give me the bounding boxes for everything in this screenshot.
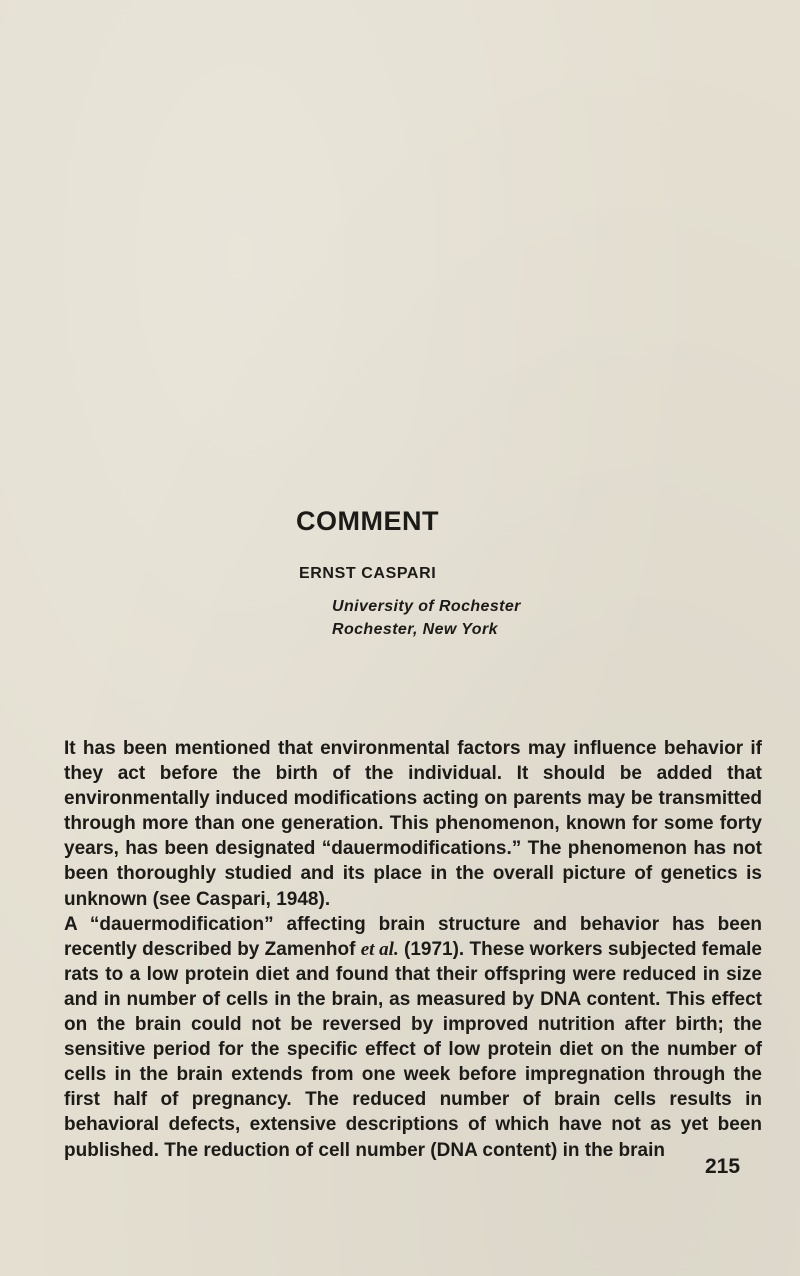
page-number: 215: [705, 1155, 741, 1178]
author-name: ERNST CASPARI: [299, 565, 437, 582]
article-title: COMMENT: [296, 506, 439, 536]
et-al-italic: et al.: [360, 938, 399, 960]
affiliation-university: University of Rochester: [332, 598, 521, 615]
article-body: [64, 736, 762, 1163]
affiliation-location: Rochester, New York: [332, 621, 498, 638]
body-paragraph-2: A “dauermodification” affecting brain structure and behavior has been recently described by Zamenhof et al. (1971). These workers subjected female rats to a low protein diet and found that their offspring were reduced in size and in number of cells in the brain, as measured by DNA content. This effect on the brain could not be reversed by improved nutrition after birth; the sensitive period for the specific effect of low protein diet on the number of cells in the brain extends from one week before impregnation through the first half of pregnancy. The reduced number of brain cells results in behavioral defects, extensive descriptions of which have not as yet been published. The reduction of cell number (DNA content) in the brain: [64, 913, 762, 1161]
body-paragraph-1: It has been mentioned that environmental factors may influence behavior if they act before the birth of the individual. It should be added that environmentally induced modifications acting on parents may be transmitted through more than one generation. This phenomenon, known for some forty years, has been designated “dauermodifications.” The phenomenon has not been thoroughly studied and its place in the overall picture of genetics is unknown (see Caspari, 1948).: [64, 738, 762, 910]
